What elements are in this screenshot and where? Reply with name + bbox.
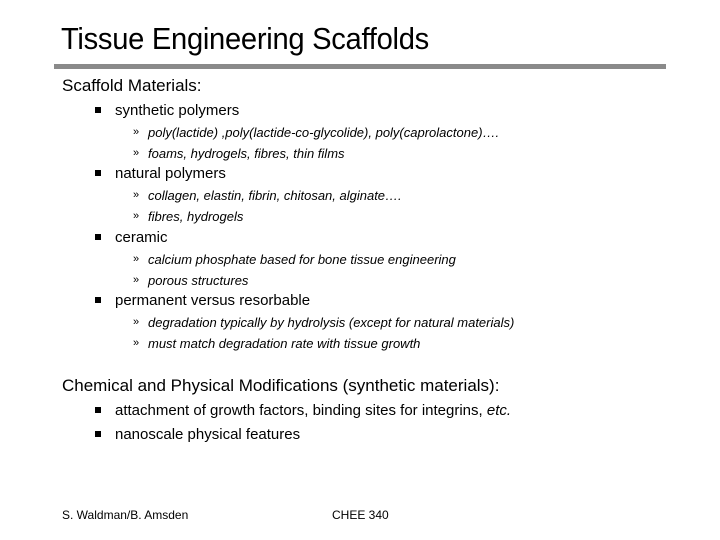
sub-bullet-label: must match degradation rate with tissue growth <box>148 336 421 351</box>
slide-title: Tissue Engineering Scaffolds <box>61 21 429 56</box>
square-bullet-icon <box>95 407 101 413</box>
square-bullet-icon <box>95 431 101 437</box>
double-chevron-bullet-icon: » <box>133 316 140 328</box>
title-divider <box>54 64 666 69</box>
sub-bullet-label: foams, hydrogels, fibres, thin films <box>148 146 345 161</box>
double-chevron-bullet-icon: » <box>133 189 140 201</box>
sub-bullet-label: fibres, hydrogels <box>148 209 244 224</box>
square-bullet-icon <box>95 297 101 303</box>
sub-bullet-label: degradation typically by hydrolysis (except for natural materials) <box>148 315 515 330</box>
bullet-label: synthetic polymers <box>115 102 240 119</box>
square-bullet-icon <box>95 107 101 113</box>
double-chevron-bullet-icon: » <box>133 210 140 222</box>
square-bullet-icon <box>95 234 101 240</box>
bullet-label: nanoscale physical features <box>115 426 301 443</box>
bullet-label: permanent versus resorbable <box>115 292 311 309</box>
bullet-label-text: attachment of growth factors, binding sites for integrins, <box>115 402 487 419</box>
bullet-label: ceramic <box>115 229 168 246</box>
sub-bullet-label: calcium phosphate based for bone tissue engineering <box>148 252 456 267</box>
bullet-label <box>115 402 511 420</box>
double-chevron-bullet-icon: » <box>133 147 140 159</box>
double-chevron-bullet-icon: » <box>133 274 140 286</box>
sub-bullet-label: collagen, elastin, fibrin, chitosan, alginate…. <box>148 188 402 203</box>
bullet-label: natural polymers <box>115 165 226 182</box>
double-chevron-bullet-icon: » <box>133 126 140 138</box>
footer-authors: S. Waldman/B. Amsden <box>62 508 189 522</box>
sub-bullet-label: porous structures <box>148 273 249 288</box>
square-bullet-icon <box>95 170 101 176</box>
bullet-label-italic-suffix: etc. <box>486 402 512 419</box>
section-heading-chemical-physical-modifications: Chemical and Physical Modifications (synthetic materials): <box>62 376 500 395</box>
footer-course: CHEE 340 <box>332 508 389 522</box>
double-chevron-bullet-icon: » <box>133 337 140 349</box>
sub-bullet-label: poly(lactide) ,poly(lactide-co-glycolide), poly(caprolactone)…. <box>148 125 500 140</box>
double-chevron-bullet-icon: » <box>133 253 140 265</box>
section-heading-scaffold-materials: Scaffold Materials: <box>62 76 202 95</box>
